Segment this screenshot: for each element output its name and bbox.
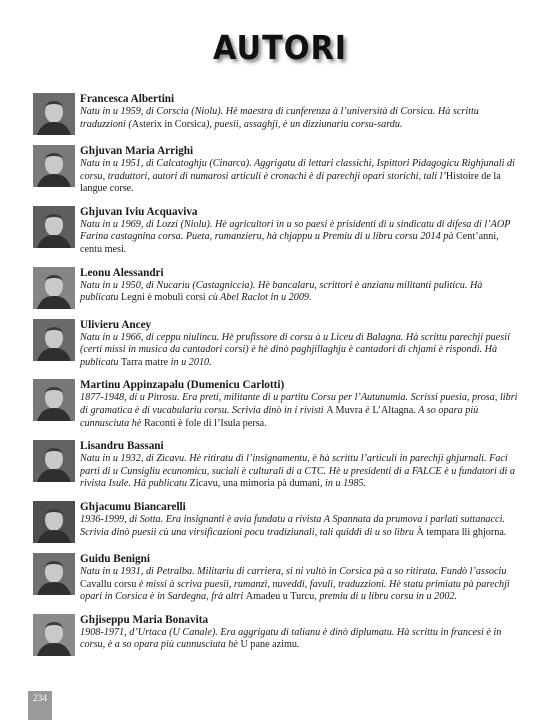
author-bio (80, 627, 521, 652)
author-list (33, 92, 521, 665)
work-title: Cavallu corsu (80, 578, 137, 590)
work-title: Histoire de la langue corse (80, 170, 501, 195)
bio-text: Natu in u 1969, di Lozzi (Niolu). Hè agricultori in u so paesi è prisidenti di u sindicatu di difesa di l’AOP Farina castagnina corsa. Pueta, rumanzieru, hà chjappu u Premiu di u libru corsu 2014 pà (80, 218, 511, 243)
work-title: Amadeu u Turcu (245, 591, 315, 603)
work-title: A Muvra (326, 404, 363, 416)
bio-text: in u 2010. (168, 356, 212, 368)
bio-text: . A so opara più cunnusciuta hè (80, 404, 479, 429)
author-portrait-photo (33, 206, 75, 248)
bio-text: Natu in u 1950, di Nucariu (Castagniccia). Hè bancalaru, scrittori è anzianu militanti pulìticu. Hà publicatu (80, 279, 483, 304)
author-entry (33, 92, 521, 135)
author-bio (80, 514, 521, 539)
bio-text: è (362, 404, 373, 416)
work-title: À tempara lli ghjorna (416, 526, 504, 538)
author-entry (33, 439, 521, 491)
bio-text: Natu in u 1932, di Zìcavu. Hè ritiratu di l’insignamentu, è hà scrittu l’articuli in parechji ghjurnali. Faci parti di u Cunsigliu ecunomicu, suciali è culturali di a CTC. Hè u presidenti di a FALCE è u fundatori di a rivista Isule. Hà publicatu (80, 453, 515, 490)
author-name: Ghjiseppu Maria Bonavita (80, 613, 209, 626)
bio-text: , premiu di u libru corsu in u 2002. (314, 591, 458, 603)
author-name: Leonu Alessandri (80, 266, 164, 279)
author-entry (33, 378, 521, 430)
author-portrait-photo (33, 267, 75, 309)
author-name: Guidu Benigni (80, 552, 150, 565)
author-entry (33, 552, 521, 604)
author-bio (80, 392, 521, 430)
bio-text: . (123, 243, 127, 255)
work-title: Tarra matre (121, 356, 169, 368)
author-bio (80, 566, 521, 604)
bio-text: . (131, 183, 134, 195)
bio-text: è missi à scriva puesii, rumanzi, nuveddi, favuli, traduzzioni. Hè statu primiatu pà parechji opari in Corsica è in Sardegna, frà altri (80, 578, 510, 603)
bio-text: . (297, 639, 300, 651)
bio-text: 1936-1999, di Sotta. Era insignanti è avia fundatu a rivista A Spannata da prumova i parlati suttanacci. Scrivia dinò puesii cù una virsificazioni pocu tradiziunali, tali quiddi di u so libru (80, 513, 505, 538)
author-bio (80, 332, 521, 370)
author-name: Lisandru Bassani (80, 440, 164, 453)
author-name: Martinu Appinzapalu (Dumenicu Carlotti) (80, 379, 285, 392)
author-entry (33, 613, 521, 656)
author-entry (33, 318, 521, 370)
bio-text: . (264, 417, 267, 429)
author-entry (33, 144, 521, 196)
work-title: Legni è mobuli corsi (121, 292, 206, 304)
author-bio (80, 219, 521, 257)
bio-text: ), puesii, assaghji, è un dizziunariu corsu-sardu. (205, 118, 403, 130)
bio-text: . (503, 526, 507, 538)
bio-text: 1877-1948, di u Pitrosu. Era preti, militante di u partitu Corsu per l’Autunumia. Scrissi puesia, prosa, libri di gramatica è di vucabulariu corsu. Scrivia dinò in i rivisti (80, 392, 518, 416)
author-portrait-photo (33, 319, 75, 361)
author-bio (80, 106, 521, 131)
bio-text: Natu in u 1931, di Petralba. Militariu di carriera, si ni vultò in Corsica pà a so ritirata. Fundò l’associu (80, 565, 507, 577)
page-title: AUTORI (213, 28, 347, 67)
author-portrait-photo (33, 614, 75, 656)
author-name: Ghjuvan Maria Arrighi (80, 145, 194, 157)
bio-text: 1908-1971, d’Urtaca (U Canale). Era aggrigatu di talianu è dinò diplumatu. Hà scrittu in francesi è in corsu, è a so opara più cunnusciuta hè (80, 626, 502, 651)
work-title: Cent’anni, centu mesi (80, 231, 499, 255)
author-portrait-photo (33, 501, 75, 543)
author-portrait-photo (33, 145, 75, 187)
bio-text: Natu in u 1951, di Calcatoghju (Cinarca). Aggrigatu di lettari classichi, Ispittori Pidagogicu Righjunali di corsu, traduttori, autori di numarosi articuli è cronachi è di parechji opari storichi, tali l’ (80, 158, 515, 182)
author-name: Ghjuvan Iviu Acquaviva (80, 205, 198, 218)
author-bio (80, 453, 521, 491)
author-name: Ghjacumu Biancarelli (80, 500, 186, 513)
work-title: L’Altagna (372, 404, 414, 416)
work-title: Asterix in Corsica (131, 118, 206, 130)
author-portrait-photo (33, 379, 75, 421)
author-bio (80, 158, 521, 196)
author-entry (33, 500, 521, 543)
author-portrait-photo (33, 553, 75, 595)
bio-text: , in u 1985. (319, 478, 367, 490)
work-title: U pane azimu (240, 639, 298, 651)
bio-text: Natu in u 1959, di Corscia (Niolu). Hè maestra di cunferenza à l’università di Corsica. Hà scrittu traduzzioni ( (80, 106, 479, 130)
author-portrait-photo (33, 440, 75, 482)
author-name: Francesca Albertini (80, 93, 175, 105)
author-entry (33, 266, 521, 309)
page-number: 234 (28, 691, 52, 720)
work-title: Raconti è fole di l’Isula persa (143, 417, 265, 429)
author-portrait-photo (33, 93, 75, 135)
bio-text: cù Abel Raclot in u 2009. (205, 292, 312, 304)
bio-text: Natu in u 1966, di ceppu niulincu. Hè prufissore di corsu à u Liceu di Balagna. Hà scrittu parechji puesii (certi missi in musica da cantadori corsi) è hè dinò paghjillaghju è cantadori di chjami è rispondi. Hà publicatu (80, 331, 510, 368)
author-entry (33, 205, 521, 257)
work-title: Zicavu, una mimoria pà dumani (189, 478, 320, 490)
author-name: Ulivieru Ancey (80, 318, 152, 331)
author-bio (80, 280, 521, 305)
